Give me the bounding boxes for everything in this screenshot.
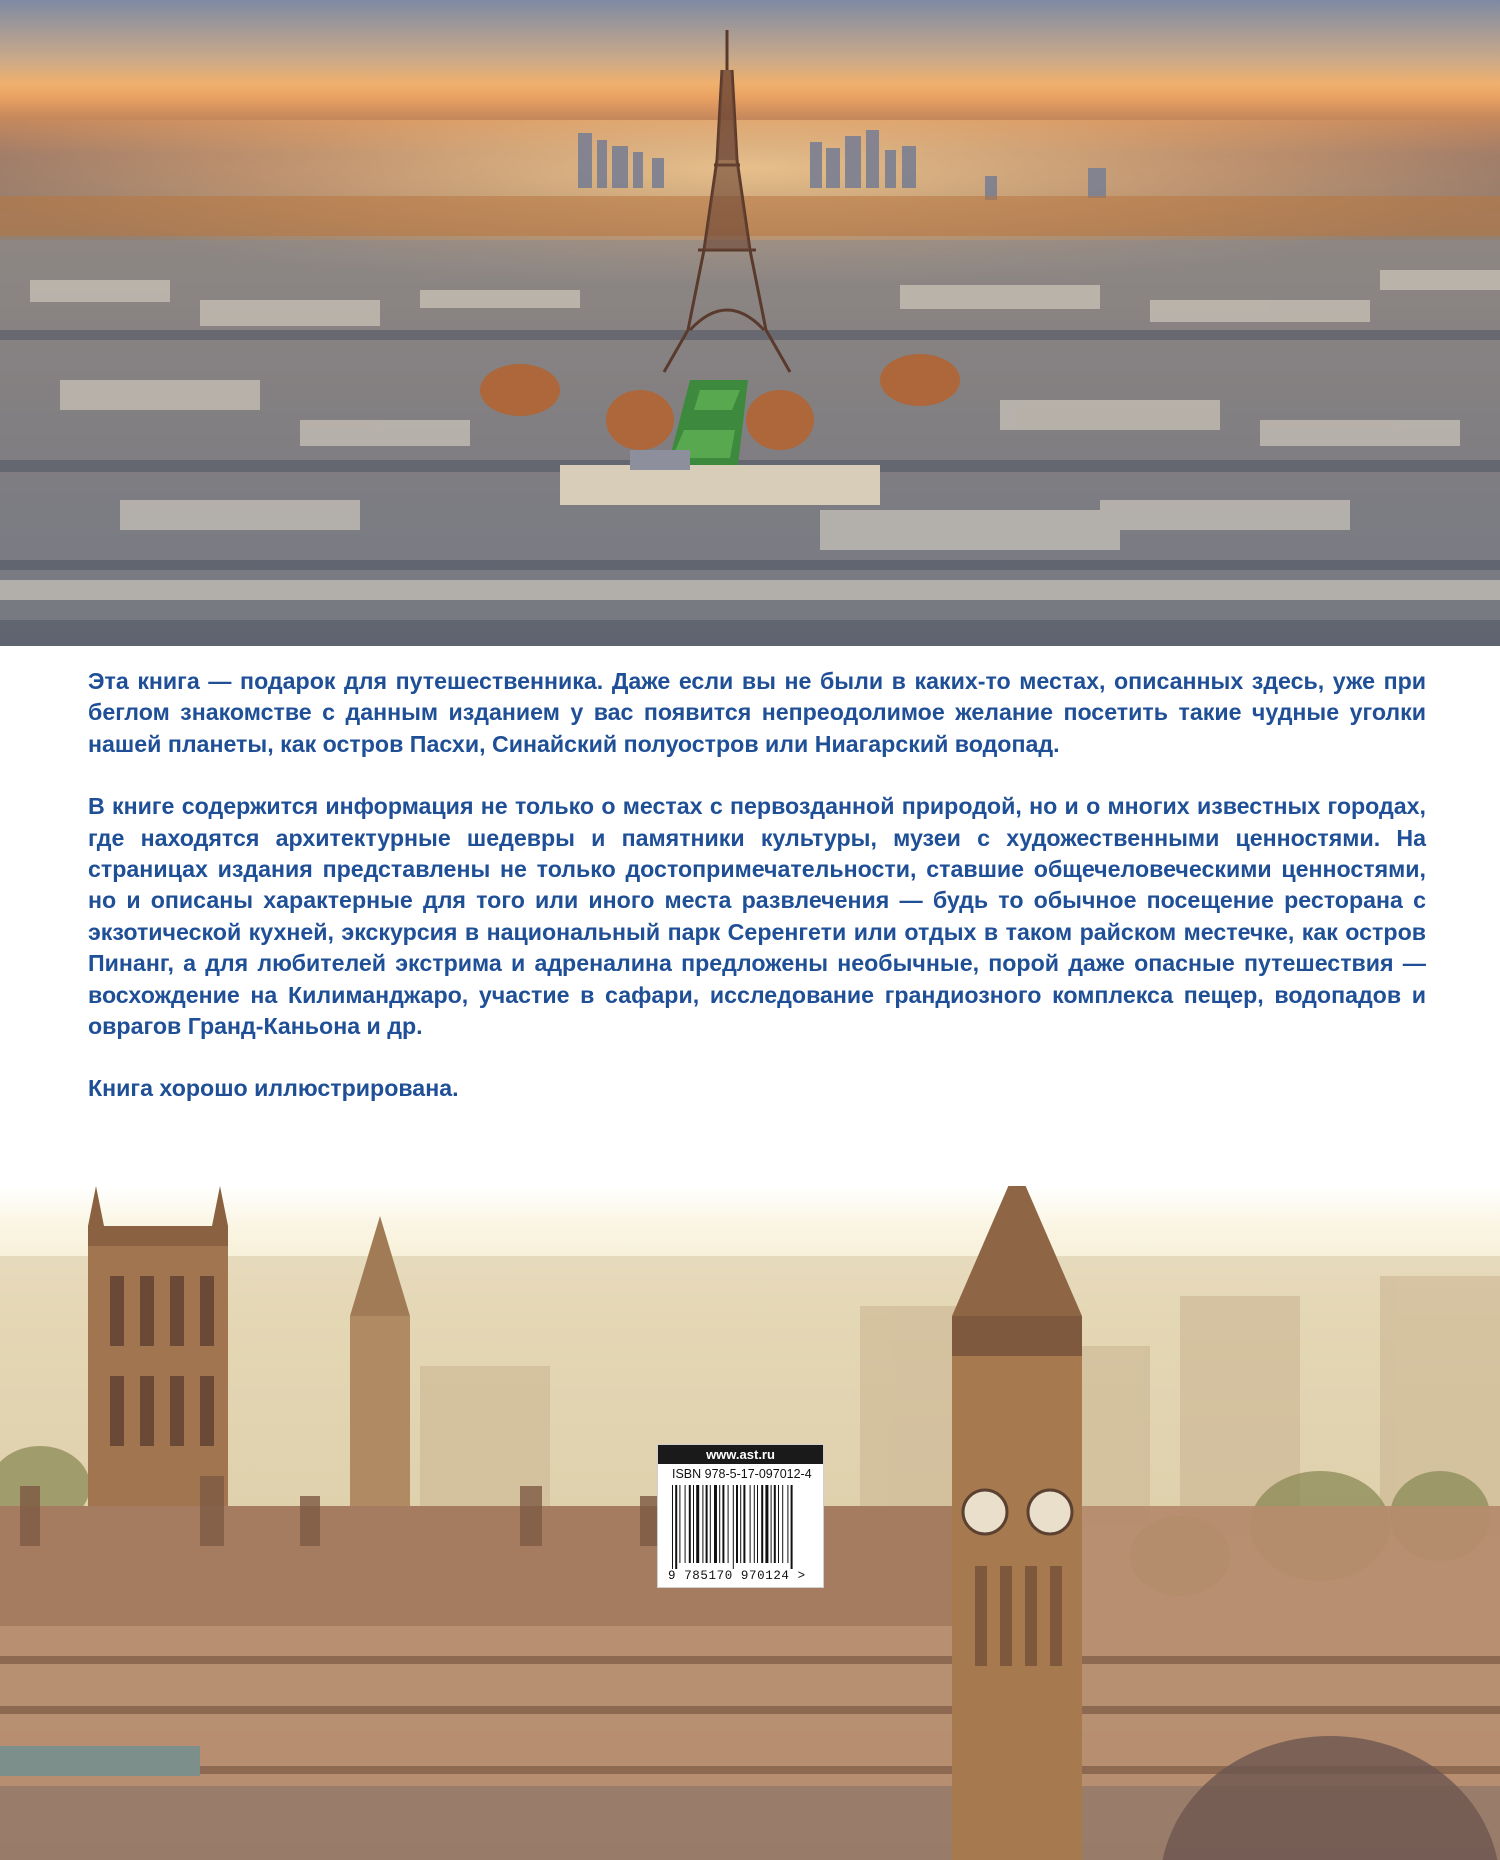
paragraph-illustrated: Книга хорошо иллюстрирована. <box>88 1075 459 1102</box>
isbn-number: ISBN 978-5-17-097012-4 <box>672 1467 812 1481</box>
big-ben-tower <box>952 1186 1082 1860</box>
la-defense-towers <box>578 130 1106 200</box>
paris-skyline-photo <box>0 0 1500 646</box>
barcode-digits: 9 785170 970124 > <box>668 1569 806 1583</box>
paragraph-contents: В книге содержится информация не только о местах с первозданной природой, но и о многих известных городах, где находятся архитектурные шедевры и памятники культуры, музеи с художественными ценностями. На страницах издания представлены не только достопримечательности, ставшие общечеловеческими ценностями, но и описаны характерные для того или иного места развлечения — будь то обычное посещение ресторана с экзотической кухней, экскурсия в национальный парк Серенгети или отдых в таком райском местечке, как остров Пинанг, а для любителей экстрима и адреналина предложены необычные, порой даже опасные путешествия — восхождение на Килиманджаро, участие в сафари, исследование грандиозного комплекса пещер, водопадов и оврагов Гранд-Каньона и др. <box>88 793 1426 1040</box>
paragraph-intro: Эта книга — подарок для путешественника. Даже если вы не были в каких-то местах, описанных здесь, уже при беглом знакомстве с данным изданием у вас появится непреодолимое желание посетить такие чудные уголки нашей планеты, как остров Пасхи, Синайский полуостров или Ниагарский водопад. <box>88 668 1426 757</box>
barcode-bars <box>658 1483 823 1569</box>
description-text <box>88 666 1426 1105</box>
barcode-graphic <box>658 1483 823 1569</box>
ecole-militaire <box>560 465 880 505</box>
victoria-tower <box>88 1186 228 1526</box>
isbn-barcode-box <box>657 1444 824 1588</box>
paris-illustration <box>0 0 1500 646</box>
publisher-website: www.ast.ru <box>658 1445 823 1464</box>
